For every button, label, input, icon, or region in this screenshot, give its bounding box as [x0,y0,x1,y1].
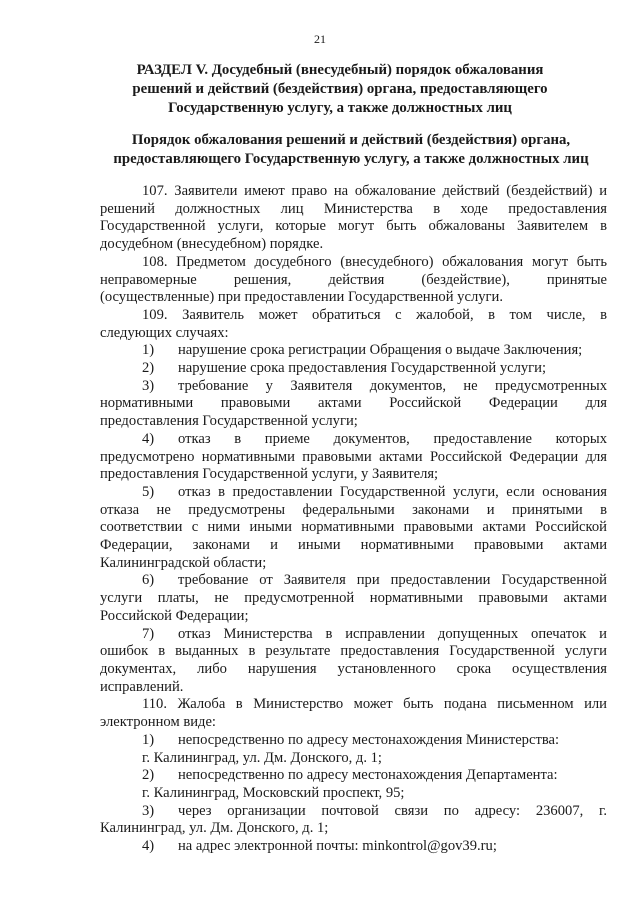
list-item-number: 3) [142,377,155,394]
list-item-text: соответствии с ними иными нормативными правовыми актами Российской [100,519,607,536]
list-item-text: предоставления Государственной услуги, у Заявителя; [100,466,439,483]
list-item-text: непосредственно по адресу местонахождения Министерства: [178,731,560,748]
list-item-number: 6) [142,572,155,589]
address-line: г. Калининград, ул. Дм. Донского, д. 1; [142,749,382,766]
list-item [100,838,607,856]
paragraph-line: следующих случаях: [100,324,229,341]
list-item [100,572,607,625]
list-item [100,360,607,378]
list-item-number: 5) [142,483,155,500]
list-item-text: требование от Заявителя при предоставлении Государственной [178,572,607,589]
list-item-text: отказ в приеме документов, предоставление которых [178,430,607,447]
list-item-text: нарушение срока предоставления Государственной услуги; [178,360,547,377]
list-item [100,484,607,573]
paragraph-108 [100,254,607,307]
list-item-text: непосредственно по адресу местонахождения Департамента: [178,767,558,784]
section-heading-line: РАЗДЕЛ V. Досудебный (внесудебный) порядок обжалования [136,62,544,78]
list-item-number: 2) [142,360,155,377]
page-number: 21 [314,32,326,46]
list-item-text: Российской Федерации; [100,607,249,624]
list-item [100,378,607,431]
list-item-text: на адрес электронной почты: minkontrol@gov39.ru; [178,838,497,855]
paragraph-line: 110. Жалоба в Министерство может быть подана письменном или [142,696,607,713]
list-item [100,803,607,838]
list-item-text: отказа не предусмотрены федеральными законами и принятыми в [100,501,607,518]
list-item-text: предусмотрено нормативными правовыми актами Российской Федерации для [100,448,607,465]
paragraph-line: (осуществленные) при предоставлении Государственной услуги. [100,289,503,306]
section-heading [90,61,590,118]
paragraph-line: неправомерные решения, действия (бездействие), принятые [100,271,607,288]
list-item-number: 7) [142,625,155,642]
sub-heading [96,131,606,169]
paragraph-109 [100,307,607,696]
paragraph-line: 108. Предметом досудебного (внесудебного) обжалования могут быть [142,253,607,270]
list-item-text: Федерации, законами и иными нормативными правовыми актами [100,537,607,554]
paragraph-107 [100,183,607,254]
list-item-text: через организации почтовой связи по адресу: 236007, г. [178,802,607,819]
list-item-text: ошибок в выданных в результате предоставления Государственной услуги [100,643,607,660]
sub-heading-line: Порядок обжалования решений и действий (бездействия) органа, [131,132,571,148]
section-heading-line: решений и действий (бездействия) органа, предоставляющего [132,81,548,97]
list-item-text: отказ в предоставлении Государственной услуги, если основания [178,483,607,500]
paragraph-line: решений должностных лиц Министерства в ходе предоставления [100,200,607,217]
paragraph-110 [100,696,607,855]
list-item-number: 1) [142,342,155,359]
paragraph-line: 107. Заявители имеют право на обжалование действий (бездействий) и [142,183,607,199]
list-item-text: отказ Министерства в исправлении допущенных опечаток и [178,625,607,642]
list-item [100,431,607,484]
list-item-text: исправлений. [100,678,184,695]
list-item-number: 2) [142,767,155,784]
paragraph-line: Государственной услуги, которые могут быть обжалованы Заявителем в [100,218,607,235]
list-item-text: документах, либо нарушения установленного срока осуществления [100,660,607,677]
list-item-text: услуги платы, не предусмотренной нормативными правовыми актами [100,590,607,607]
list-item [100,767,607,785]
list-item-number: 3) [142,802,155,819]
list-item-text: требование у Заявителя документов, не предусмотренных [178,377,607,394]
list-item [100,342,607,360]
list-item-text: Калининград, ул. Дм. Донского, д. 1; [100,820,329,837]
list-item [100,732,607,750]
section-heading-line: Государственную услугу, а также должностных лиц [168,100,512,116]
list-item [100,626,607,697]
list-item-number: 4) [142,430,155,447]
paragraph-line: досудебном (внесудебном) порядке. [100,236,324,253]
paragraph-line: 109. Заявитель может обратиться с жалобой, в том числе, в [142,306,607,323]
sub-heading-line: предоставляющего Государственную услугу, а также должностных лиц [113,151,589,167]
list-item-text: нормативными правовыми актами Российской Федерации для [100,395,607,412]
list-item-number: 4) [142,838,155,855]
list-item-number: 1) [142,731,155,748]
document-body [100,183,607,856]
list-item-text: Калининградской области; [100,554,267,571]
paragraph-line: электронном виде: [100,714,216,731]
list-item-text: нарушение срока регистрации Обращения о выдаче Заключения; [178,342,583,359]
list-item-text: предоставления Государственной услуги; [100,413,358,430]
address-line: г. Калининград, Московский проспект, 95; [142,784,405,801]
